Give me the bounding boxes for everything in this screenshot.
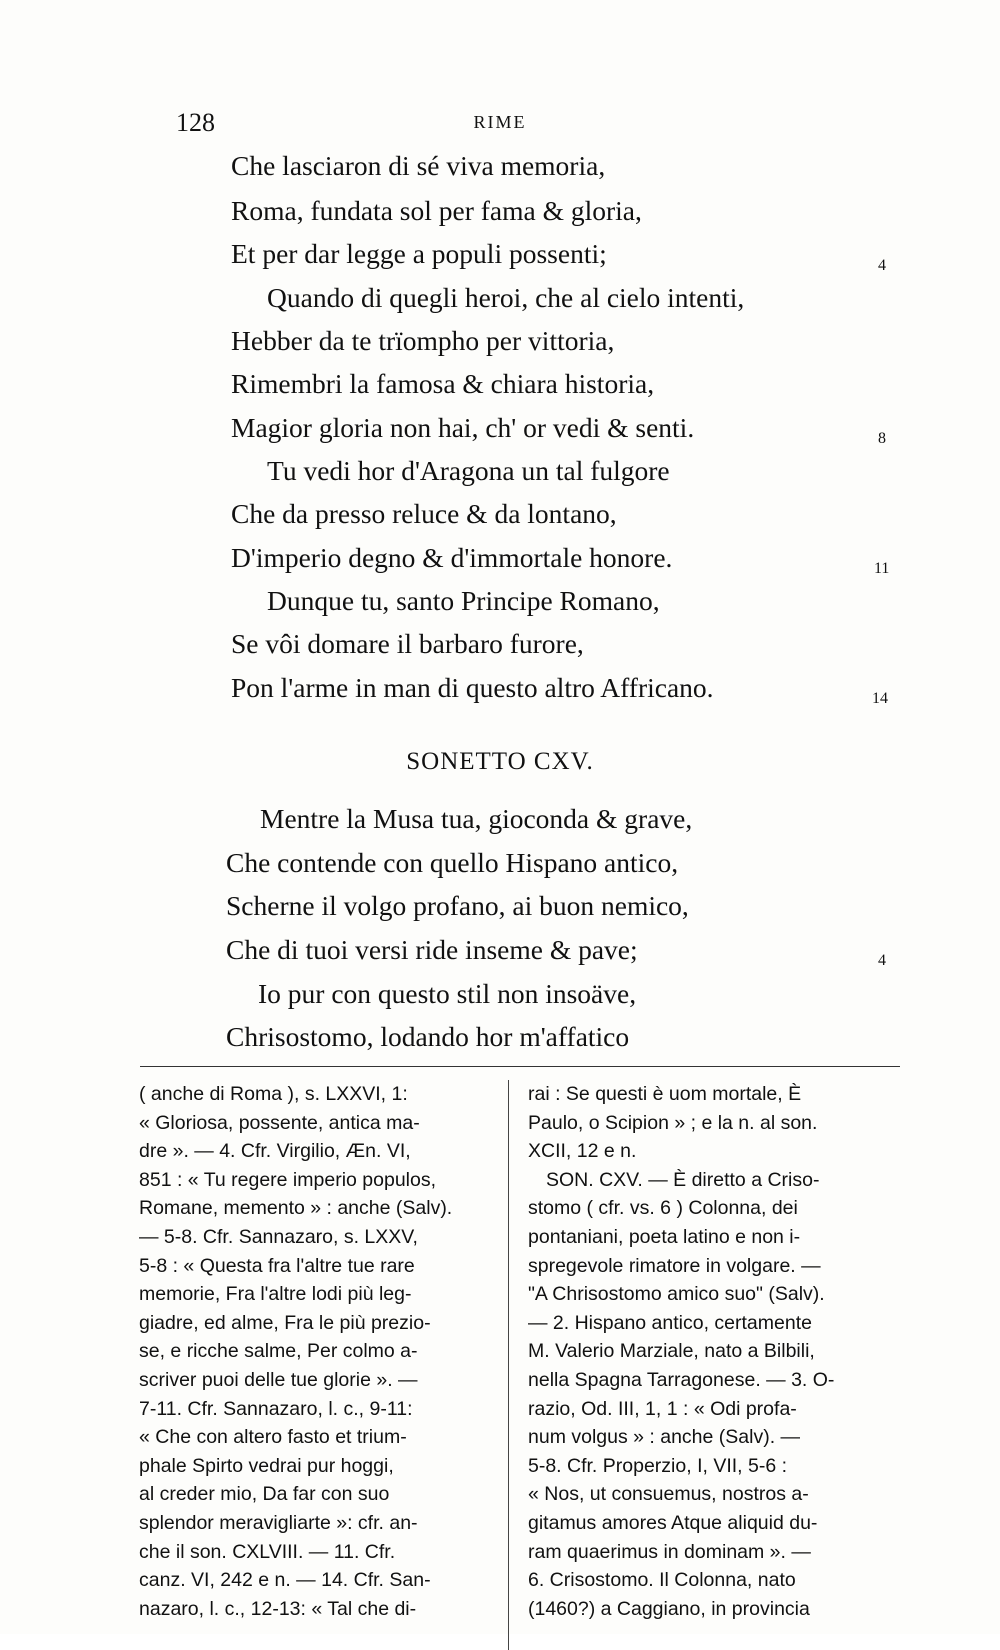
note-line: che il son. CXLVIII. — 11. Cfr. [139, 1540, 396, 1563]
line-number: 4 [878, 952, 886, 969]
note-line: 6. Crisostomo. Il Colonna, nato [528, 1569, 796, 1592]
note-line: dre ». — 4. Cfr. Virgilio, Æn. VI, [139, 1140, 411, 1163]
line-number: 4 [878, 257, 886, 274]
note-line: M. Valerio Marziale, nato a Bilbili, [528, 1340, 815, 1363]
verse-line: Hebber da te trïompho per vittoria, [231, 325, 615, 356]
note-line: razio, Od. III, 1, 1 : « Odi profa- [528, 1397, 797, 1420]
note-line: pontaniani, poeta latino e non i- [528, 1225, 801, 1248]
sonnet-title: SONETTO CXV. [406, 748, 594, 775]
note-line: scriver puoi delle tue glorie ». — [139, 1368, 418, 1391]
note-line: memorie, Fra l'altre lodi più leg- [139, 1283, 412, 1306]
note-line: spregevole rimatore in volgare. — [528, 1254, 821, 1277]
note-line: "A Chrisostomo amico suo" (Salv). [528, 1283, 825, 1306]
verse-line: D'imperio degno & d'immortale honore. [231, 542, 673, 573]
note-line: 5-8 : « Questa fra l'altre tue rare [139, 1254, 415, 1277]
verse-line: Rimembri la famosa & chiara historia, [231, 368, 655, 399]
note-line: ram quaerimus in dominam ». — [528, 1540, 811, 1563]
note-line: SON. CXV. — È diretto a Criso- [546, 1168, 820, 1191]
note-line: nazaro, l. c., 12-13: « Tal che di- [139, 1597, 417, 1620]
verse-line: Pon l'arme in man di questo altro Affricano. [231, 672, 714, 703]
verse-line: Magior gloria non hai, ch' or vedi & senti. [231, 412, 695, 443]
verse-line: Se vôi domare il barbaro furore, [231, 628, 584, 659]
line-number: 14 [872, 690, 888, 707]
verse-line: Io pur con questo stil non insoäve, [258, 978, 637, 1009]
verse-line: Che da presso reluce & da lontano, [231, 498, 617, 529]
verse-line: Roma, fundata sol per fama & gloria, [231, 195, 642, 226]
footnote-rule [140, 1066, 900, 1067]
note-line: splendor meravigliarte »: cfr. an- [139, 1511, 418, 1534]
verse-line: Che lasciaron di sé viva memoria, [231, 150, 606, 181]
note-line: se, e ricche salme, Per colmo a- [139, 1340, 418, 1363]
note-line: (1460?) a Caggiano, in provincia [528, 1597, 810, 1620]
verse-line: Che di tuoi versi ride inseme & pave; [226, 934, 638, 965]
note-line: — 5-8. Cfr. Sannazaro, s. LXXV, [139, 1225, 418, 1248]
note-line: rai : Se questi è uom mortale, È [528, 1083, 802, 1105]
verse-line: Tu vedi hor d'Aragona un tal fulgore [267, 455, 670, 486]
note-line: 7-11. Cfr. Sannazaro, l. c., 9-11: [139, 1397, 413, 1420]
note-line: — 2. Hispano antico, certamente [528, 1311, 812, 1334]
note-line: stomo ( cfr. vs. 6 ) Colonna, dei [528, 1197, 798, 1220]
note-line: Romane, memento » : anche (Salv). [139, 1197, 453, 1220]
line-number: 11 [874, 560, 890, 577]
note-line: gitamus amores Atque aliquid du- [528, 1511, 818, 1534]
note-line: XCII, 12 e n. [528, 1140, 637, 1163]
footnotes-left-column [139, 1080, 509, 1623]
page-number: 128 [176, 108, 215, 137]
note-line: ( anche di Roma ), s. LXXVI, 1: [139, 1083, 408, 1105]
verse-line: Che contende con quello Hispano antico, [226, 847, 679, 878]
note-line: phale Spirto vedrai pur hoggi, [139, 1454, 394, 1477]
running-title: RIME [473, 112, 527, 132]
note-line: canz. VI, 242 e n. — 14. Cfr. San- [139, 1569, 431, 1592]
verse-line: Mentre la Musa tua, gioconda & grave, [260, 803, 693, 834]
verse-line: Dunque tu, santo Principe Romano, [267, 585, 660, 616]
note-line: num volgus » : anche (Salv). — [528, 1426, 801, 1449]
note-line: « Nos, ut consuemus, nostros a- [528, 1483, 809, 1506]
note-line: al creder mio, Da far con suo [139, 1483, 390, 1506]
line-number: 8 [878, 430, 886, 447]
verse-line: Chrisostomo, lodando hor m'affatico [226, 1021, 630, 1052]
note-line: « Gloriosa, possente, antica ma- [139, 1111, 420, 1134]
verse-line: Scherne il volgo profano, ai buon nemico, [226, 890, 689, 921]
verse-line: Et per dar legge a populi possenti; [231, 238, 607, 269]
note-line: 851 : « Tu regere imperio populos, [139, 1168, 437, 1191]
footnotes-right-column [528, 1080, 898, 1623]
note-line: giadre, ed alme, Fra le più prezio- [139, 1311, 431, 1334]
column-divider [508, 1080, 509, 1650]
verse-line: Quando di quegli heroi, che al cielo intenti, [267, 282, 745, 313]
note-line: Paulo, o Scipion » ; e la n. al son. [528, 1111, 818, 1134]
note-line: « Che con altero fasto et trium- [139, 1426, 407, 1449]
note-line: nella Spagna Tarragonese. — 3. O- [528, 1368, 835, 1391]
note-line: 5-8. Cfr. Properzio, I, VII, 5-6 : [528, 1454, 788, 1477]
